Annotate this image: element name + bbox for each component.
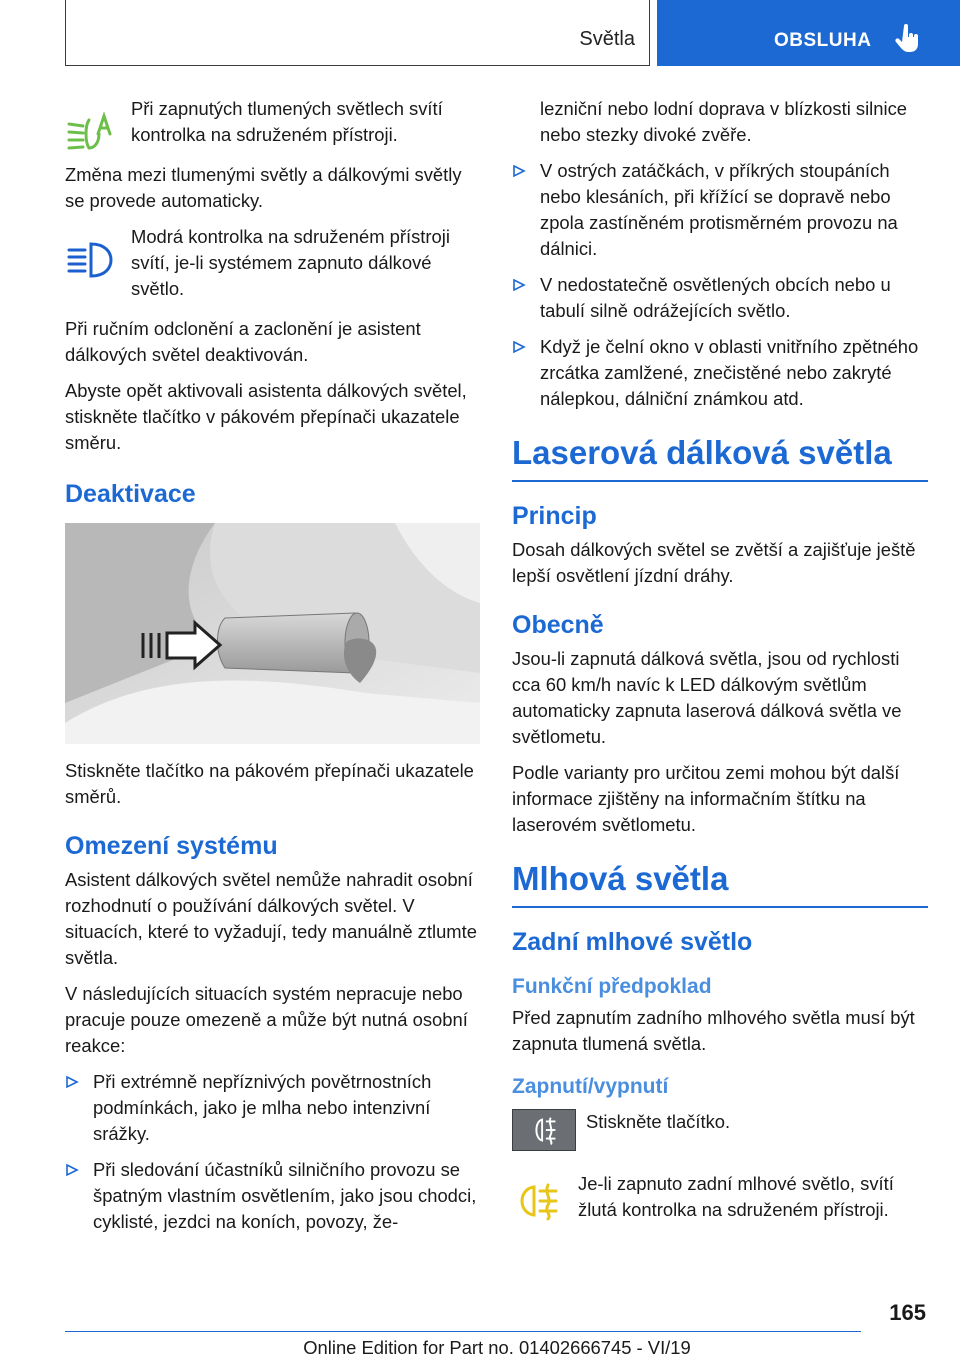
chapter-label: OBSLUHA [774, 30, 872, 51]
limits-bullet-list [65, 1069, 480, 1235]
general-text-2: Podle varianty pro určitou zemi mohou být další informace zjištěny na informačním štítku na laserovém světlometu. [512, 762, 900, 835]
manual-dip-text: Při ručním odclonění a zaclonění je asistent dálkových světel deaktivován. [65, 318, 421, 365]
chapter-tab [657, 0, 960, 66]
triangle-bullet-icon [512, 164, 526, 178]
general-text-1: Jsou-li zapnutá dálková světla, jsou od rychlosti cca 60 km/h navíc k LED dálkovým světlům automaticky zapnuta laserová dálková světla ve světlometu. [512, 648, 902, 747]
reactivate-text: Abyste opět aktivovali asistenta dálkových světel, stiskněte tlačítko v pákovém přepínači ukazatele směru. [65, 380, 467, 453]
fog-indicator-text: Je-li zapnuto zadní mlhové světlo, svítí žlutá kontrolka na sdruženém přístroji. [578, 1173, 894, 1220]
limits-bullet-list-continued [512, 158, 928, 412]
high-beam-indicator-icon [65, 240, 115, 280]
limits-text-1: Asistent dálkových světel nemůže nahradit osobní rozhodnutí o používání dálkových světel. V situacích, které to vyžadují, tedy manuálně ztlumte světla. [65, 869, 477, 968]
principle-heading: Princip [512, 502, 597, 530]
press-lever-button-text: Stiskněte tlačítko na pákovém přepínači ukazatele směrů. [65, 760, 474, 807]
press-button-text: Stiskněte tlačítko. [586, 1111, 731, 1132]
list-item: Při extrémně nepříznivých povětrnostních podmínkách, jako je mlha nebo intenzivní srážky. [65, 1069, 480, 1147]
page-number: 165 [889, 1300, 926, 1325]
general-heading: Obecně [512, 611, 604, 639]
triangle-bullet-icon [65, 1163, 79, 1177]
hand-pointer-icon [895, 24, 921, 54]
system-limits-heading: Omezení systému [65, 832, 278, 860]
lowbeam-indicator-note [65, 96, 480, 148]
lowbeam-indicator-text: Při zapnutých tlumených světlech svítí kontrolka na sdruženém přístroji. [131, 98, 443, 145]
right-column [512, 96, 928, 1223]
list-item: Když je čelní okno v oblasti vnitřního zpětného zrcátka zamlžené, znečistěné nebo zakryté nálepkou, dálniční známkou atd. [512, 334, 928, 412]
limits-text-2: V následujících situacích systém nepracuje nebo pracuje pouze omezeně a může být nutná osobní reakce: [65, 983, 468, 1056]
rear-fog-indicator-icon [512, 1181, 562, 1221]
footer-divider [65, 1331, 861, 1332]
precondition-text: Před zapnutím zadního mlhového světla musí být zapnuta tlumená světla. [512, 1007, 915, 1054]
rear-fog-light-icon [513, 1110, 575, 1150]
list-item: V nedostatečně osvětlených obcích nebo u tabulí silně odrážejících světlo. [512, 272, 928, 324]
rear-fog-heading: Zadní mlhové světlo [512, 928, 753, 956]
left-column [65, 96, 480, 1245]
list-item: V ostrých zatáčkách, v příkrých stoupáních nebo klesáních, při křížící se dopravě nebo zpola zastíněném protisměrném provozu na dálnici. [512, 158, 928, 262]
on-off-heading: Zapnutí/vypnutí [512, 1075, 669, 1098]
triangle-bullet-icon [512, 340, 526, 354]
rear-fog-button-row [512, 1109, 928, 1153]
triangle-bullet-icon [65, 1075, 79, 1089]
continuation-text: lezniční nebo lodní doprava v blízkosti silnice nebo stezky divoké zvěře. [540, 98, 907, 145]
auto-high-beam-indicator-icon [65, 112, 115, 152]
deactivation-heading: Deaktivace [65, 480, 196, 508]
rear-fog-button [512, 1109, 576, 1151]
precondition-heading: Funkční předpoklad [512, 975, 712, 998]
fog-lights-heading: Mlhová světla [512, 860, 928, 908]
principle-text: Dosah dálkových světel se zvětší a zajišťuje ještě lepší osvětlení jízdní dráhy. [512, 539, 916, 586]
page-header [0, 0, 960, 66]
turn-signal-lever-illustration [65, 523, 480, 744]
section-title: Světla [579, 28, 635, 50]
list-item: Při sledování účastníků silničního provozu se špatným vlastním osvětlením, jako jsou chodci, cyklisté, jezdci na koních, povozy, že- [65, 1157, 480, 1235]
fog-indicator-note [512, 1171, 928, 1223]
blue-indicator-note [65, 224, 480, 302]
blue-indicator-text: Modrá kontrolka na sdruženém přístroji svítí, je-li systémem zapnuto dálkové světlo. [131, 226, 450, 299]
triangle-bullet-icon [512, 278, 526, 292]
edition-text: Online Edition for Part no. 01402666745 - VI/19 [303, 1337, 691, 1358]
laser-high-beam-heading: Laserová dálková světla [512, 434, 928, 482]
auto-switch-text: Změna mezi tlumenými světly a dálkovými světly se provede automaticky. [65, 164, 462, 211]
section-tab [65, 0, 650, 66]
